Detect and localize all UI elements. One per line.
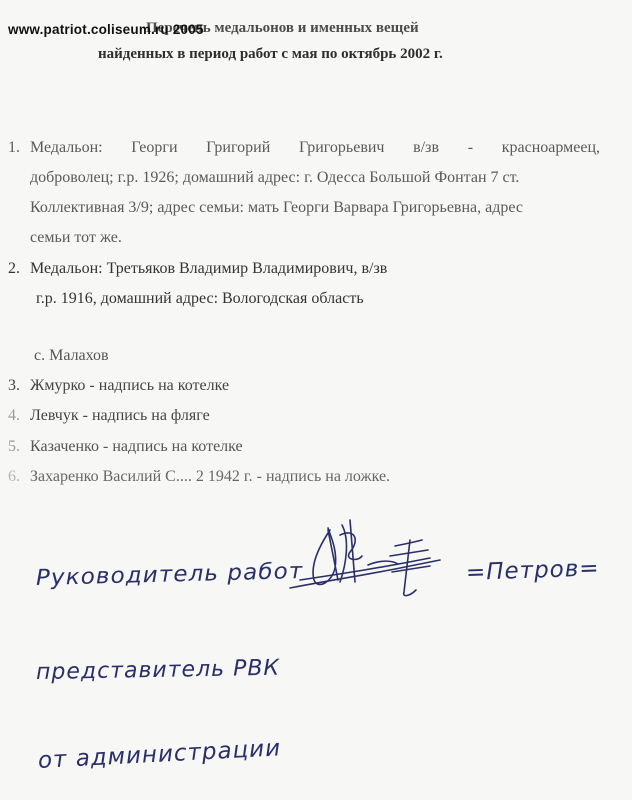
item-line: семьи тот же. [30, 229, 122, 246]
handwritten-role-supervisor: Руководитель работ [35, 559, 304, 591]
watermark-url: www.patriot.coliseum.ru 2005 [8, 22, 204, 37]
item-text: Жмурко - надпись на котелке [30, 377, 230, 394]
item-text [30, 254, 600, 314]
item-number: 3. [8, 377, 20, 394]
item-number: 5. [8, 438, 20, 455]
item-text: Казаченко - надпись на котелке [30, 438, 243, 455]
item-line: г.р. 1916, домашний адрес: Вологодская область [36, 290, 364, 307]
signature-scribble [280, 510, 450, 605]
item-number: 2. [8, 260, 20, 277]
item-text [30, 133, 600, 253]
item-line: доброволец; г.р. 1926; домашний адрес: г. Одесса Большой Фонтан 7 ст. [30, 169, 520, 186]
item-number: 6. [8, 468, 20, 485]
document-title: Перечень медальонов и именных вещей [146, 20, 419, 36]
item-line: Медальон: Третьяков Владимир Владимирович, в/зв [30, 260, 388, 277]
document-subtitle: найденных в период работ с мая по октябрь 2002 г. [98, 46, 443, 62]
item-line: Медальон: Георги Григорий Григорьевич в/зв - красноармеец, [30, 139, 600, 156]
item-text: Захаренко Василий С.... 2 1942 г. - надпись на ложке. [30, 468, 391, 485]
handwritten-role-administration: от администрации [37, 735, 282, 774]
item-number: 4. [8, 407, 20, 424]
item-number: 1. [8, 139, 20, 156]
item-text: Левчук - надпись на фляге [30, 407, 210, 424]
item-line: Коллективная 3/9; адрес семьи: мать Георги Варвара Григорьевна, адрес [30, 199, 523, 216]
handwritten-name-petrov: =Петров= [465, 555, 600, 586]
handwritten-role-rvk: представитель РВК [35, 655, 281, 685]
item-2-village: с. Малахов [34, 347, 109, 364]
